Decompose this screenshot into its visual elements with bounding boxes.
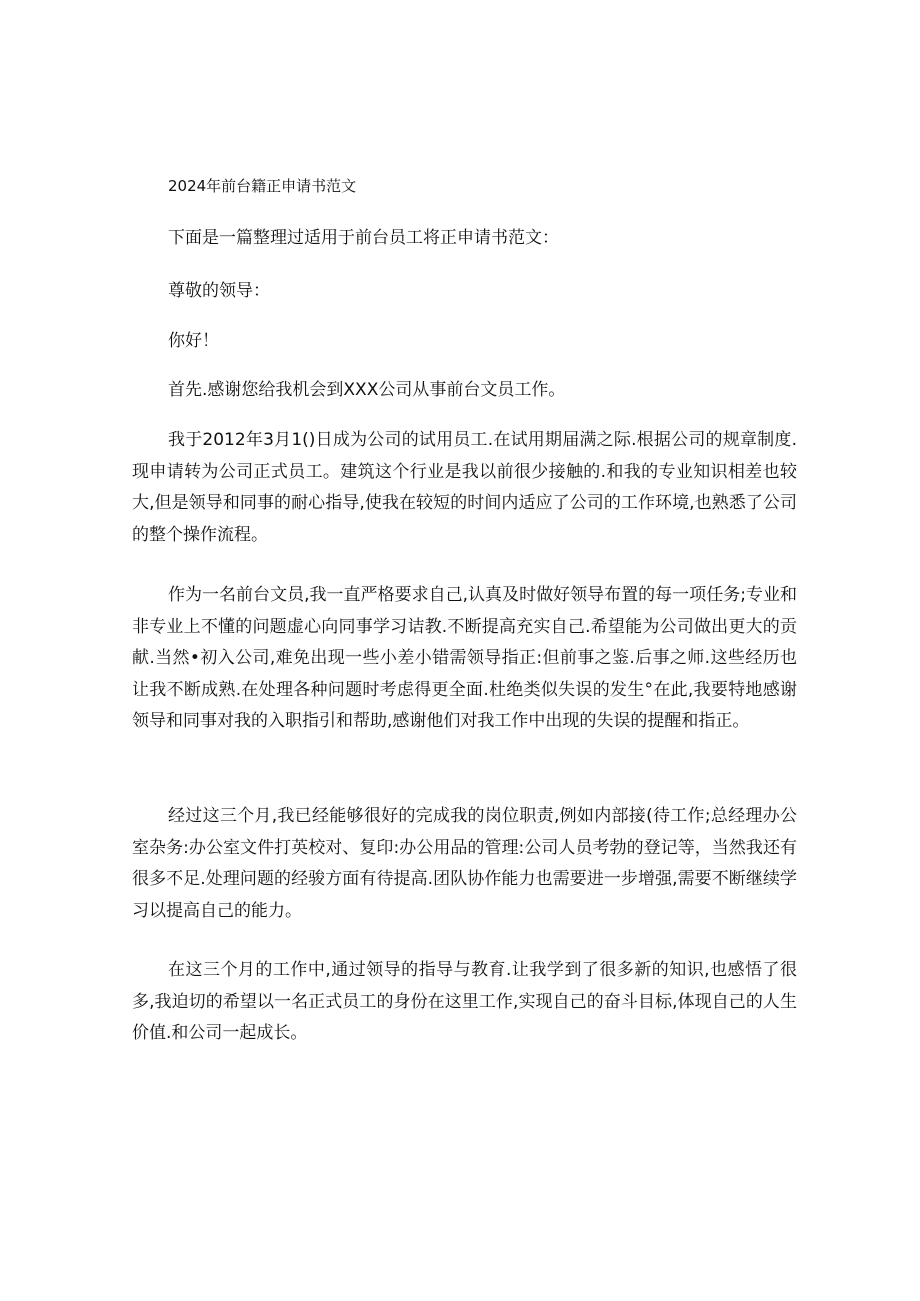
intro-line: 下面是一篇整理过适用于前台员工将正申请书范文： — [168, 228, 559, 248]
body-paragraph-3: 经过这三个月,我已经能够很好的完成我的岗位职责,例如内部接(待工作;总经理办公室杂务:办公室文件打英校对、复印:办公用品的管理:公司人员考勃的登记等，当然我还有很多不足.处理问题的经骏方面有待提高.团队协作能力也需要进一步增强,需要不断继续学习以提高自己的能力。 — [132, 806, 797, 921]
body-paragraph-2: 作为一名前台文员,我一直严格要求自己,认真及时做好领导布置的每一项任务;专业和非专业上不懂的问题虚心向同事学习诘教.不断提高充实自己.希望能为公司做出更大的贡献.当然•初入公司,难免出现一些小差小错需领导指正:但前事之鉴.后事之师.这些经历也让我不断成熟.在处理各种问题时考虑得更全面.杜绝类似失误的发生°在此,我要特地感谢领导和同事对我的入职指引和帮助,感谢他们对我工作中出现的失误的提醒和指正。 — [132, 585, 797, 731]
body-paragraph-1: 我于2012年3月1()日成为公司的试用员工.在试用期届满之际.根据公司的规章制度.现申请转为公司正式员工。建筑这个行业是我以前很少接触的.和我的专业知识相差也较大,但是领导和同事的耐心指导,使我在较短的时间内适应了公司的工作环境,也熟悉了公司的整个操作流程。 — [132, 430, 797, 545]
greeting: 你好！ — [168, 331, 219, 351]
opening-line: 首先.感谢您给我机会到XXX公司从事前台文员工作。 — [168, 380, 566, 400]
body-paragraph-4: 在这三个月的工作中,通过领导的指导与教育.让我学到了很多新的知识,也感悟了很多,我迫切的希望以一名正式员工的身份在这里工作,实现自己的奋斗目标,体现自己的人生价值.和公司一起成长。 — [132, 960, 797, 1043]
document-title: 2024年前台籍正申请书范文 — [168, 177, 357, 195]
salutation: 尊敬的领导： — [168, 281, 270, 301]
